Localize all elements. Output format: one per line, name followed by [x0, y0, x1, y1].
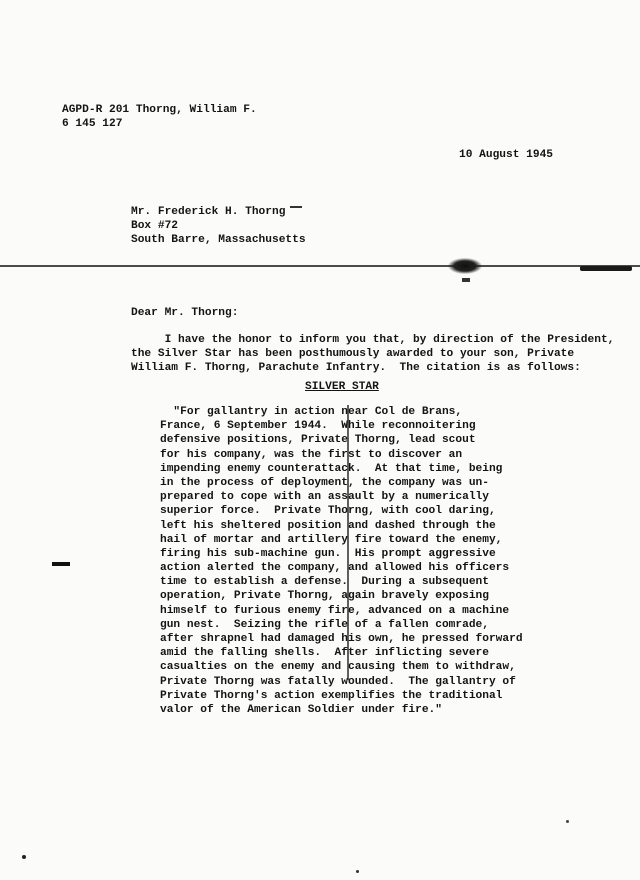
citation-line: defensive positions, Private Thorng, lead scout: [160, 434, 476, 447]
citation-line: operation, Private Thorng, again bravely exposing: [160, 590, 489, 603]
citation-line: after shrapnel had damaged his own, he pressed forward: [160, 633, 523, 645]
salutation: Dear Mr. Thorng:: [131, 307, 239, 319]
scan-margin-mark: [52, 562, 70, 566]
handwritten-mark: [290, 206, 302, 208]
citation-line: casualties on the enemy and causing them to withdraw,: [160, 661, 516, 674]
citation-line: firing his sub-machine gun. His prompt aggressive: [160, 547, 496, 560]
intro-line: the Silver Star has been posthumously awarded to your son, Private: [131, 348, 575, 361]
citation-line: impending enemy counterattack. At that time, being: [160, 462, 503, 475]
citation-line: Private Thorng's action exemplifies the traditional: [160, 689, 503, 702]
ink-blot: [448, 258, 482, 274]
citation-line: hail of mortar and artillery fire toward the enemy,: [160, 533, 503, 546]
file-reference: AGPD-R 201 Thorng, William F.: [62, 104, 257, 116]
intro-line: William F. Thorng, Parachute Infantry. The citation is as follows:: [131, 362, 581, 375]
scan-speck: [566, 820, 569, 823]
service-number: 6 145 127: [62, 118, 123, 130]
citation-line: left his sheltered position and dashed through the: [160, 519, 496, 532]
intro-line: I have the honor to inform you that, by direction of the President,: [131, 334, 615, 346]
citation-line: "For gallantry in action near Col de Brans,: [160, 406, 463, 418]
ink-mark: [462, 278, 470, 282]
citation-line: time to establish a defense. During a subsequent: [160, 576, 489, 589]
citation-text: [160, 405, 630, 717]
citation-line: in the process of deployment, the company was un-: [160, 476, 489, 489]
intro-paragraph: [131, 333, 631, 376]
citation-line: himself to furious enemy fire, advanced on a machine: [160, 604, 510, 617]
citation-line: superior force. Private Thorng, with cool daring,: [160, 505, 496, 518]
scan-speck: [356, 870, 359, 873]
citation-line: valor of the American Soldier under fire.": [160, 703, 442, 716]
citation-line: France, 6 September 1944. While reconnoitering: [160, 420, 476, 433]
citation-line: amid the falling shells. After inflicting severe: [160, 647, 489, 660]
scan-edge-mark: [580, 266, 632, 271]
scan-fold-line: [0, 265, 640, 267]
citation-line: for his company, was the first to discover an: [160, 448, 463, 461]
recipient-town: South Barre, Massachusetts: [131, 234, 306, 246]
citation-line: Private Thorng was fatally wounded. The gallantry of: [160, 675, 516, 688]
scan-speck: [22, 855, 26, 859]
citation-line: gun nest. Seizing the rifle of a fallen comrade,: [160, 618, 489, 631]
citation-heading: SILVER STAR: [305, 381, 379, 393]
recipient-name: Mr. Frederick H. Thorng: [131, 206, 286, 218]
recipient-box: Box #72: [131, 220, 178, 232]
letter-date: 10 August 1945: [459, 149, 553, 161]
citation-line: action alerted the company, and allowed his officers: [160, 562, 510, 575]
citation-line: prepared to cope with an assault by a numerically: [160, 491, 489, 504]
